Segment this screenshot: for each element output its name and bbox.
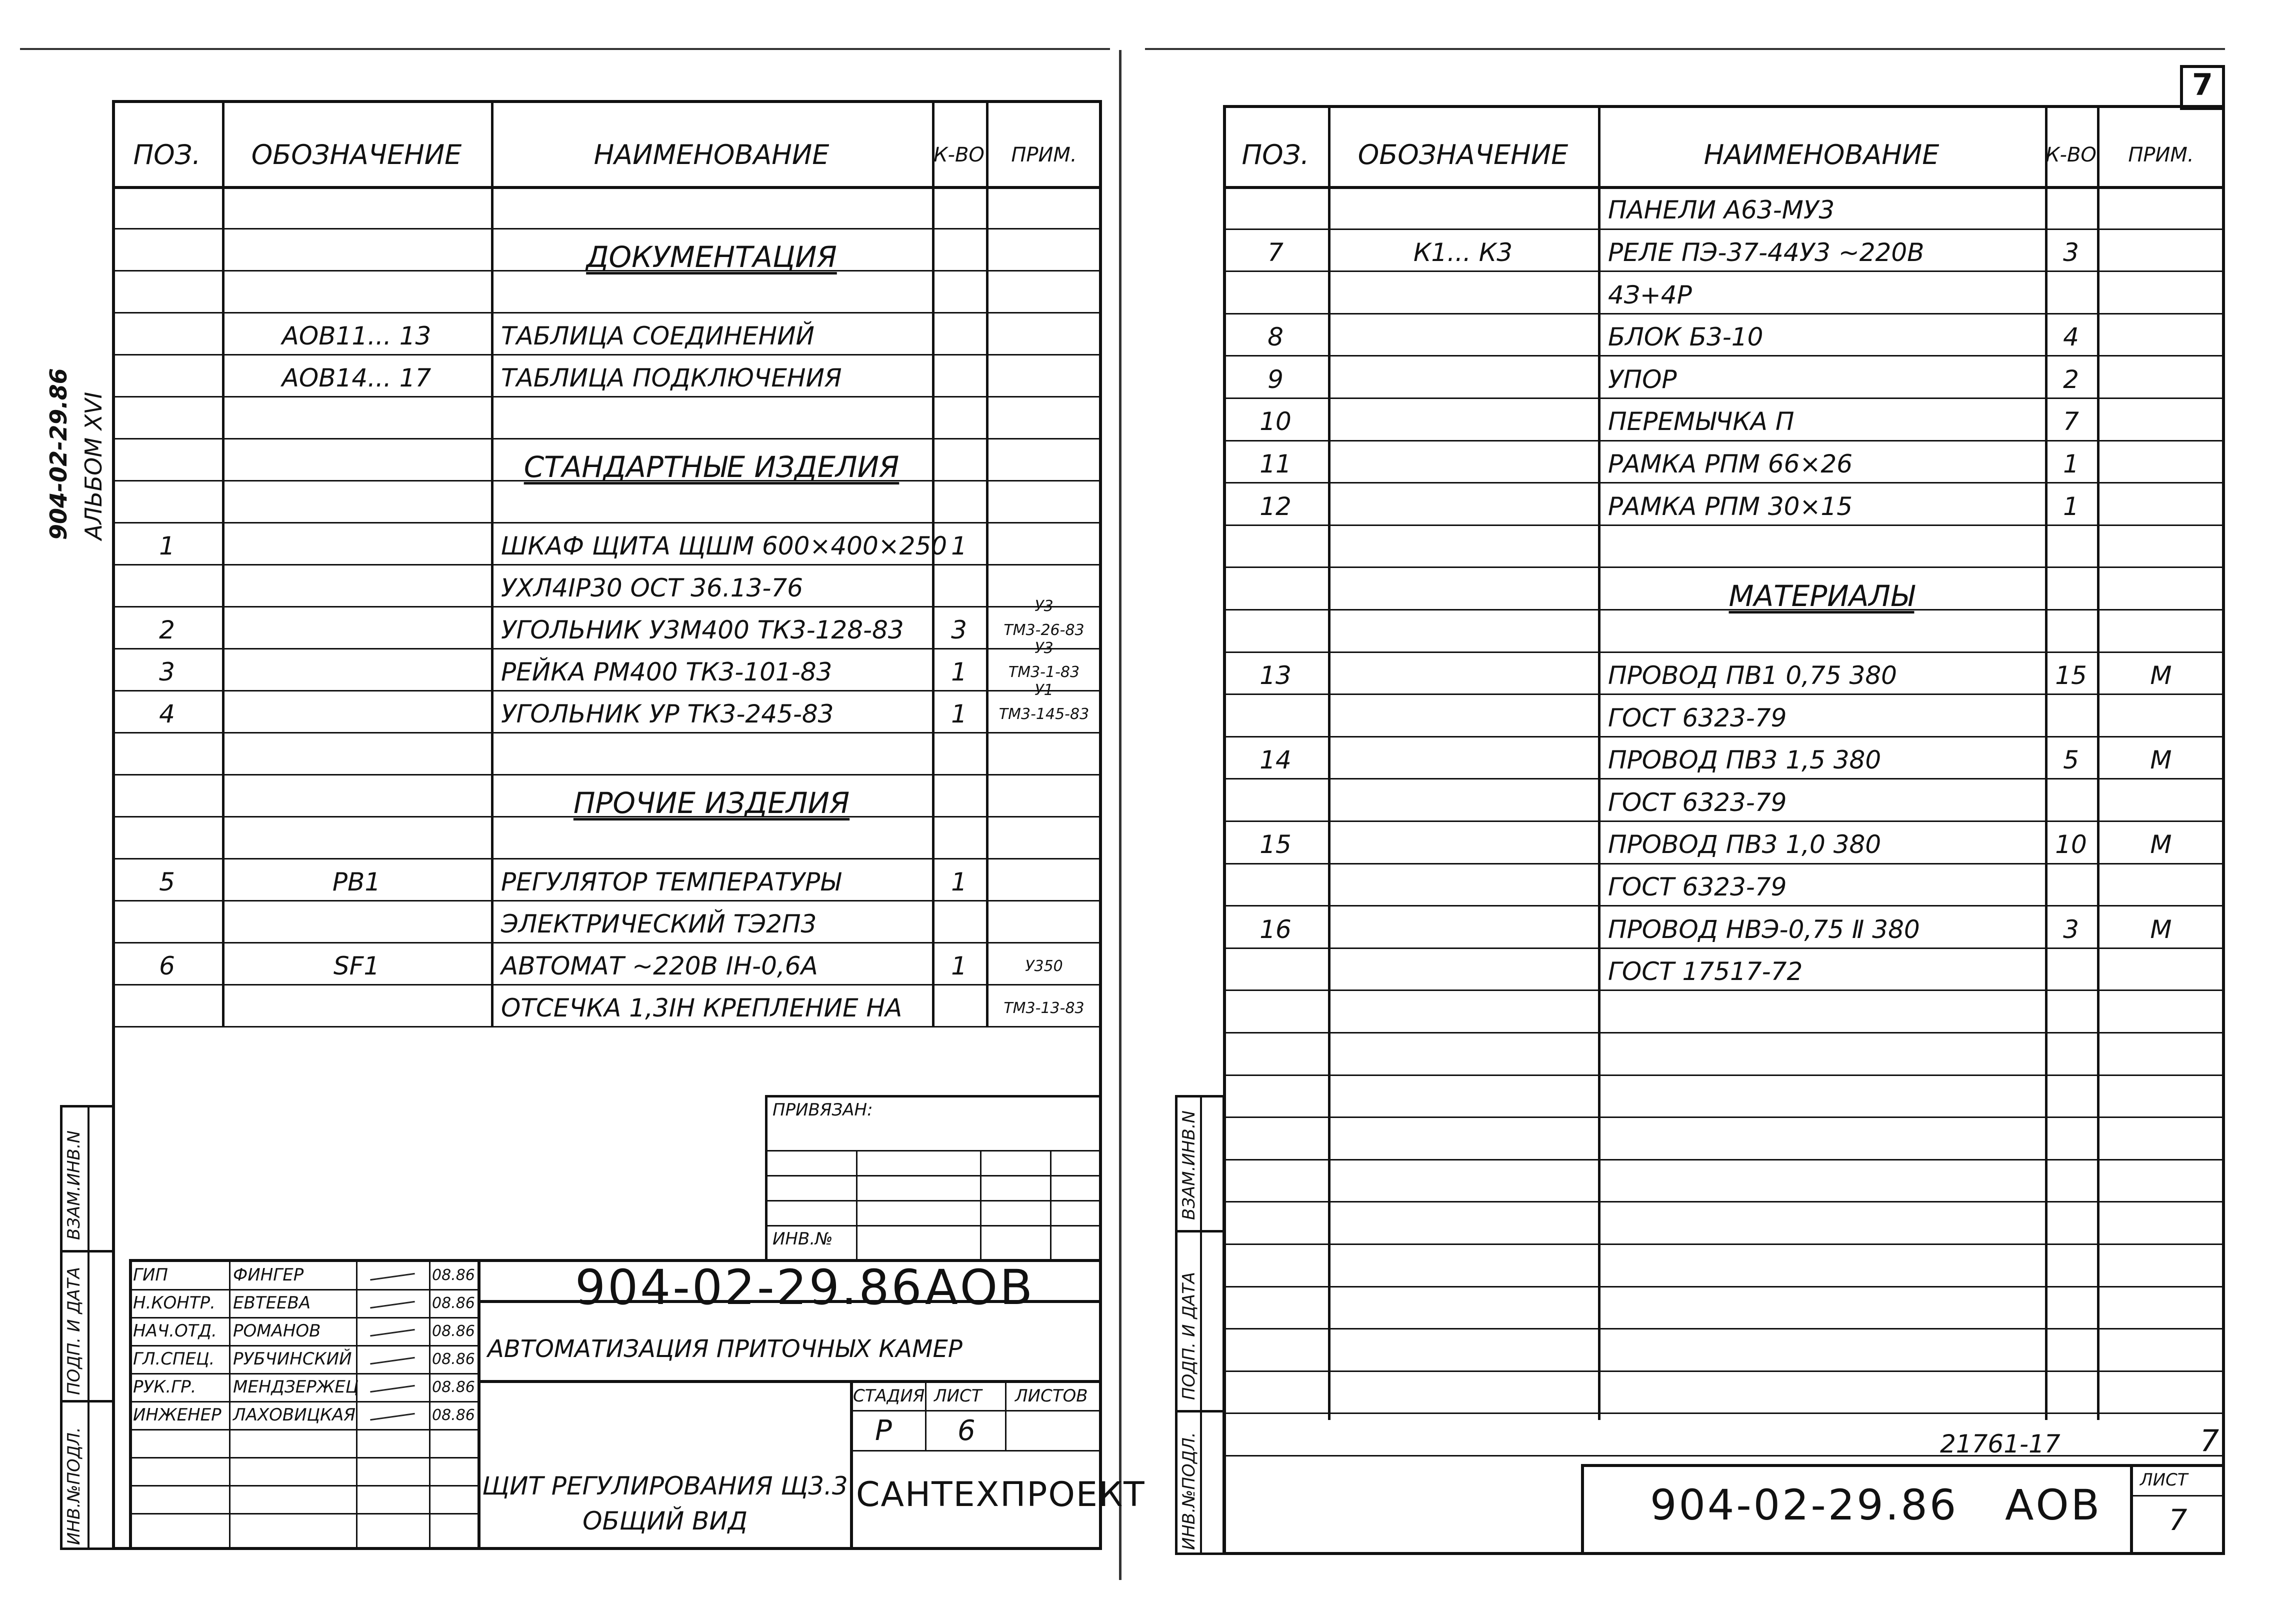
sheet-value: 6	[958, 1414, 976, 1447]
row-name: УПОР	[1608, 364, 1677, 394]
row-pos: 9	[1268, 364, 1284, 394]
row-note-top: У1	[1034, 682, 1054, 699]
row-name: РЕЛЕ ПЭ-37-44У3 ~220В	[1608, 238, 1924, 267]
row-name: РАМКА РПМ 30×15	[1608, 492, 1853, 521]
sheet-label: ЛИСТ	[934, 1386, 982, 1406]
right-sheet-label: ЛИСТ	[2140, 1470, 2188, 1490]
row-name: РАМКА РПМ 66×26	[1608, 449, 1853, 478]
row-qty: 3	[2063, 238, 2079, 267]
row-pos: 16	[1260, 914, 1292, 944]
right-side-stamp-inv: ИНВ.№ПОДЛ.	[1179, 1432, 1199, 1550]
header-name: НАИМЕНОВАНИЕ	[594, 139, 830, 170]
top-page-number: 7	[2192, 68, 2213, 102]
doc-title: АВТОМАТИЗАЦИЯ ПРИТОЧНЫХ КАМЕР	[488, 1335, 962, 1363]
row-name: ГОСТ 6323-79	[1608, 872, 1787, 902]
inv-label: ИНВ.№	[772, 1229, 833, 1249]
row-pos: 1	[159, 532, 175, 560]
row-pos: 4	[159, 700, 175, 728]
stage-value: Р	[875, 1414, 892, 1447]
row-qty: 1	[951, 700, 967, 728]
row-qty: 1	[951, 532, 967, 560]
row-note: У350	[1025, 958, 1063, 975]
row-pos: 6	[159, 952, 175, 980]
side-stamp-inv: ИНВ.№ПОДЛ.	[64, 1427, 84, 1545]
section-title: ПРОЧИЕ ИЗДЕЛИЯ	[573, 786, 850, 820]
row-name: ПЕРЕМЫЧКА П	[1608, 407, 1794, 436]
right-doc-code: 904-02-29.86	[1650, 1480, 1958, 1530]
row-name: ГОСТ 6323-79	[1608, 788, 1787, 817]
attached-label: ПРИВЯЗАН:	[772, 1100, 873, 1120]
row-name: ПРОВОД НВЭ-0,75 Ⅱ 380	[1608, 914, 1920, 944]
section-title: СТАНДАРТНЫЕ ИЗДЕЛИЯ	[524, 450, 900, 484]
staff-date: 08.86	[432, 1406, 475, 1424]
row-note: ТМ3-1-83	[1008, 664, 1080, 681]
row-qty: 1	[951, 868, 967, 896]
staff-role: Н.КОНТР.	[133, 1293, 216, 1313]
header-pos: ПОЗ.	[1242, 139, 1310, 170]
row-note: М	[2150, 660, 2172, 690]
section-title: МАТЕРИАЛЫ	[1728, 578, 1914, 613]
right-side-stamp-replace: ВЗАМ.ИНВ.N	[1179, 1110, 1199, 1220]
header-qty: К-ВО	[2046, 144, 2096, 166]
staff-name: ЛАХОВИЦКАЯ	[233, 1405, 356, 1425]
row-pos: 10	[1260, 407, 1292, 436]
page-divider	[1119, 50, 1122, 1580]
side-stamp-replace: ВЗАМ.ИНВ.N	[64, 1130, 84, 1240]
row-designation: АОВ14... 17	[282, 364, 432, 392]
top-edge-line-right	[1145, 48, 2225, 50]
row-name: УГОЛЬНИК УР ТК3-245-83	[501, 700, 834, 728]
row-designation: К1... К3	[1413, 238, 1513, 267]
right-sheet-value: 7	[2168, 1503, 2188, 1537]
staff-date: 08.86	[432, 1266, 475, 1284]
section-title: ДОКУМЕНТАЦИЯ	[586, 240, 837, 274]
row-name: ПАНЕЛИ А63-МУ3	[1608, 196, 1835, 225]
sheets-label: ЛИСТОВ	[1015, 1386, 1088, 1406]
row-name: ПРОВОД ПВ3 1,5 380	[1608, 746, 1882, 775]
row-pos: 8	[1268, 322, 1284, 352]
staff-role: РУК.ГР.	[133, 1377, 196, 1397]
row-designation: АОВ11... 13	[282, 322, 432, 350]
row-qty: 10	[2055, 830, 2087, 860]
staff-date: 08.86	[432, 1294, 475, 1312]
row-pos: 5	[159, 868, 175, 896]
row-pos: 7	[1268, 238, 1284, 267]
row-note: М	[2150, 746, 2172, 775]
row-name: ПРОВОД ПВ1 0,75 380	[1608, 660, 1897, 690]
row-qty: 1	[951, 952, 967, 980]
row-qty: 15	[2055, 660, 2087, 690]
row-note: ТМ3-145-83	[998, 706, 1090, 723]
corner-number: 7	[2200, 1424, 2220, 1458]
header-note: ПРИМ.	[1011, 144, 1077, 166]
staff-name: РУБЧИНСКИЙ	[233, 1349, 352, 1369]
row-name: ГОСТ 6323-79	[1608, 703, 1787, 732]
staff-name: ЕВТЕЕВА	[233, 1293, 311, 1313]
row-pos: 3	[159, 658, 175, 686]
row-pos: 13	[1260, 660, 1292, 690]
row-name: ГОСТ 17517-72	[1608, 957, 1803, 986]
row-qty: 7	[2063, 407, 2079, 436]
header-designation: ОБОЗНАЧЕНИЕ	[251, 139, 462, 170]
header-qty: К-ВО	[934, 144, 984, 166]
row-pos: 2	[159, 616, 175, 644]
row-note-top: У3	[1034, 640, 1054, 657]
sheet-name-2: ОБЩИЙ ВИД	[582, 1506, 748, 1536]
row-qty: 1	[2063, 449, 2079, 478]
row-name: УГОЛЬНИК У3М400 ТК3-128-83	[501, 616, 904, 644]
staff-date: 08.86	[432, 1378, 475, 1396]
staff-name: РОМАНОВ	[233, 1321, 321, 1341]
archive-number: 21761-17	[1940, 1430, 2060, 1458]
staff-role: ИНЖЕНЕР	[133, 1405, 222, 1425]
right-side-stamp-sign: ПОДП. И ДАТА	[1179, 1272, 1199, 1400]
staff-name: МЕНДЗЕРЖЕЦ	[233, 1377, 359, 1397]
row-note: ТМ3-26-83	[1004, 622, 1084, 639]
row-name: БЛОК Б3-10	[1608, 322, 1764, 352]
row-name: РЕЙКА РМ400 ТК3-101-83	[501, 658, 832, 686]
row-pos: 15	[1260, 830, 1292, 860]
row-qty: 1	[2063, 492, 2079, 521]
staff-name: ФИНГЕР	[233, 1265, 304, 1285]
side-album: АЛЬБОМ XVI	[80, 392, 107, 540]
row-name: УХЛ4ІР30 ОСТ 36.13-76	[501, 574, 804, 602]
row-name: АВТОМАТ ~220В ІН-0,6А	[501, 952, 818, 980]
staff-date: 08.86	[432, 1350, 475, 1368]
row-name: ОТСЕЧКА 1,3ІН КРЕПЛЕНИЕ НА	[501, 994, 902, 1022]
row-qty: 4	[2063, 322, 2079, 352]
row-designation: РВ1	[332, 868, 381, 896]
row-name: ПРОВОД ПВ3 1,0 380	[1608, 830, 1882, 860]
header-pos: ПОЗ.	[133, 139, 201, 170]
row-note-top: У3	[1034, 598, 1054, 615]
staff-date: 08.86	[432, 1322, 475, 1340]
row-qty: 1	[951, 658, 967, 686]
side-stamp-sign: ПОДП. И ДАТА	[64, 1266, 84, 1395]
row-pos: 11	[1260, 449, 1292, 478]
row-name: 4З+4Р	[1608, 280, 1692, 310]
row-name: ТАБЛИЦА ПОДКЛЮЧЕНИЯ	[501, 364, 842, 392]
staff-role: ГИП	[133, 1265, 168, 1285]
staff-role: ГЛ.СПЕЦ.	[133, 1349, 215, 1369]
side-code: 904-02-29.86	[45, 368, 72, 540]
row-qty: 2	[2063, 364, 2079, 394]
row-note: М	[2150, 830, 2172, 860]
row-qty: 3	[951, 616, 967, 644]
staff-role: НАЧ.ОТД.	[133, 1321, 217, 1341]
row-name: ТАБЛИЦА СОЕДИНЕНИЙ	[501, 322, 814, 350]
row-name: ЭЛЕКТРИЧЕСКИЙ ТЭ2П3	[501, 910, 817, 938]
doc-code: 904-02-29.86	[575, 1260, 924, 1316]
row-pos: 14	[1260, 746, 1292, 775]
header-name: НАИМЕНОВАНИЕ	[1704, 139, 1940, 170]
org-name: САНТЕХПРОЕКТ	[856, 1475, 1146, 1514]
row-designation: SF1	[333, 952, 380, 980]
header-designation: ОБОЗНАЧЕНИЕ	[1358, 139, 1568, 170]
row-note: М	[2150, 914, 2172, 944]
row-name: ШКАФ ЩИТА ЩШМ 600×400×250	[501, 532, 948, 560]
sheet-name-1: ЩИТ РЕГУЛИРОВАНИЯ Щ3.3	[482, 1472, 848, 1500]
header-note: ПРИМ.	[2128, 144, 2194, 166]
top-edge-line	[20, 48, 1110, 50]
row-name: РЕГУЛЯТОР ТЕМПЕРАТУРЫ	[501, 868, 841, 896]
row-note: ТМ3-13-83	[1004, 1000, 1084, 1017]
doc-suffix: АОВ	[925, 1260, 1035, 1316]
row-pos: 12	[1260, 492, 1292, 521]
right-doc-suffix: АОВ	[2005, 1480, 2102, 1530]
stage-label: СТАДИЯ	[853, 1386, 925, 1406]
row-qty: 3	[2063, 914, 2079, 944]
row-qty: 5	[2063, 746, 2079, 775]
